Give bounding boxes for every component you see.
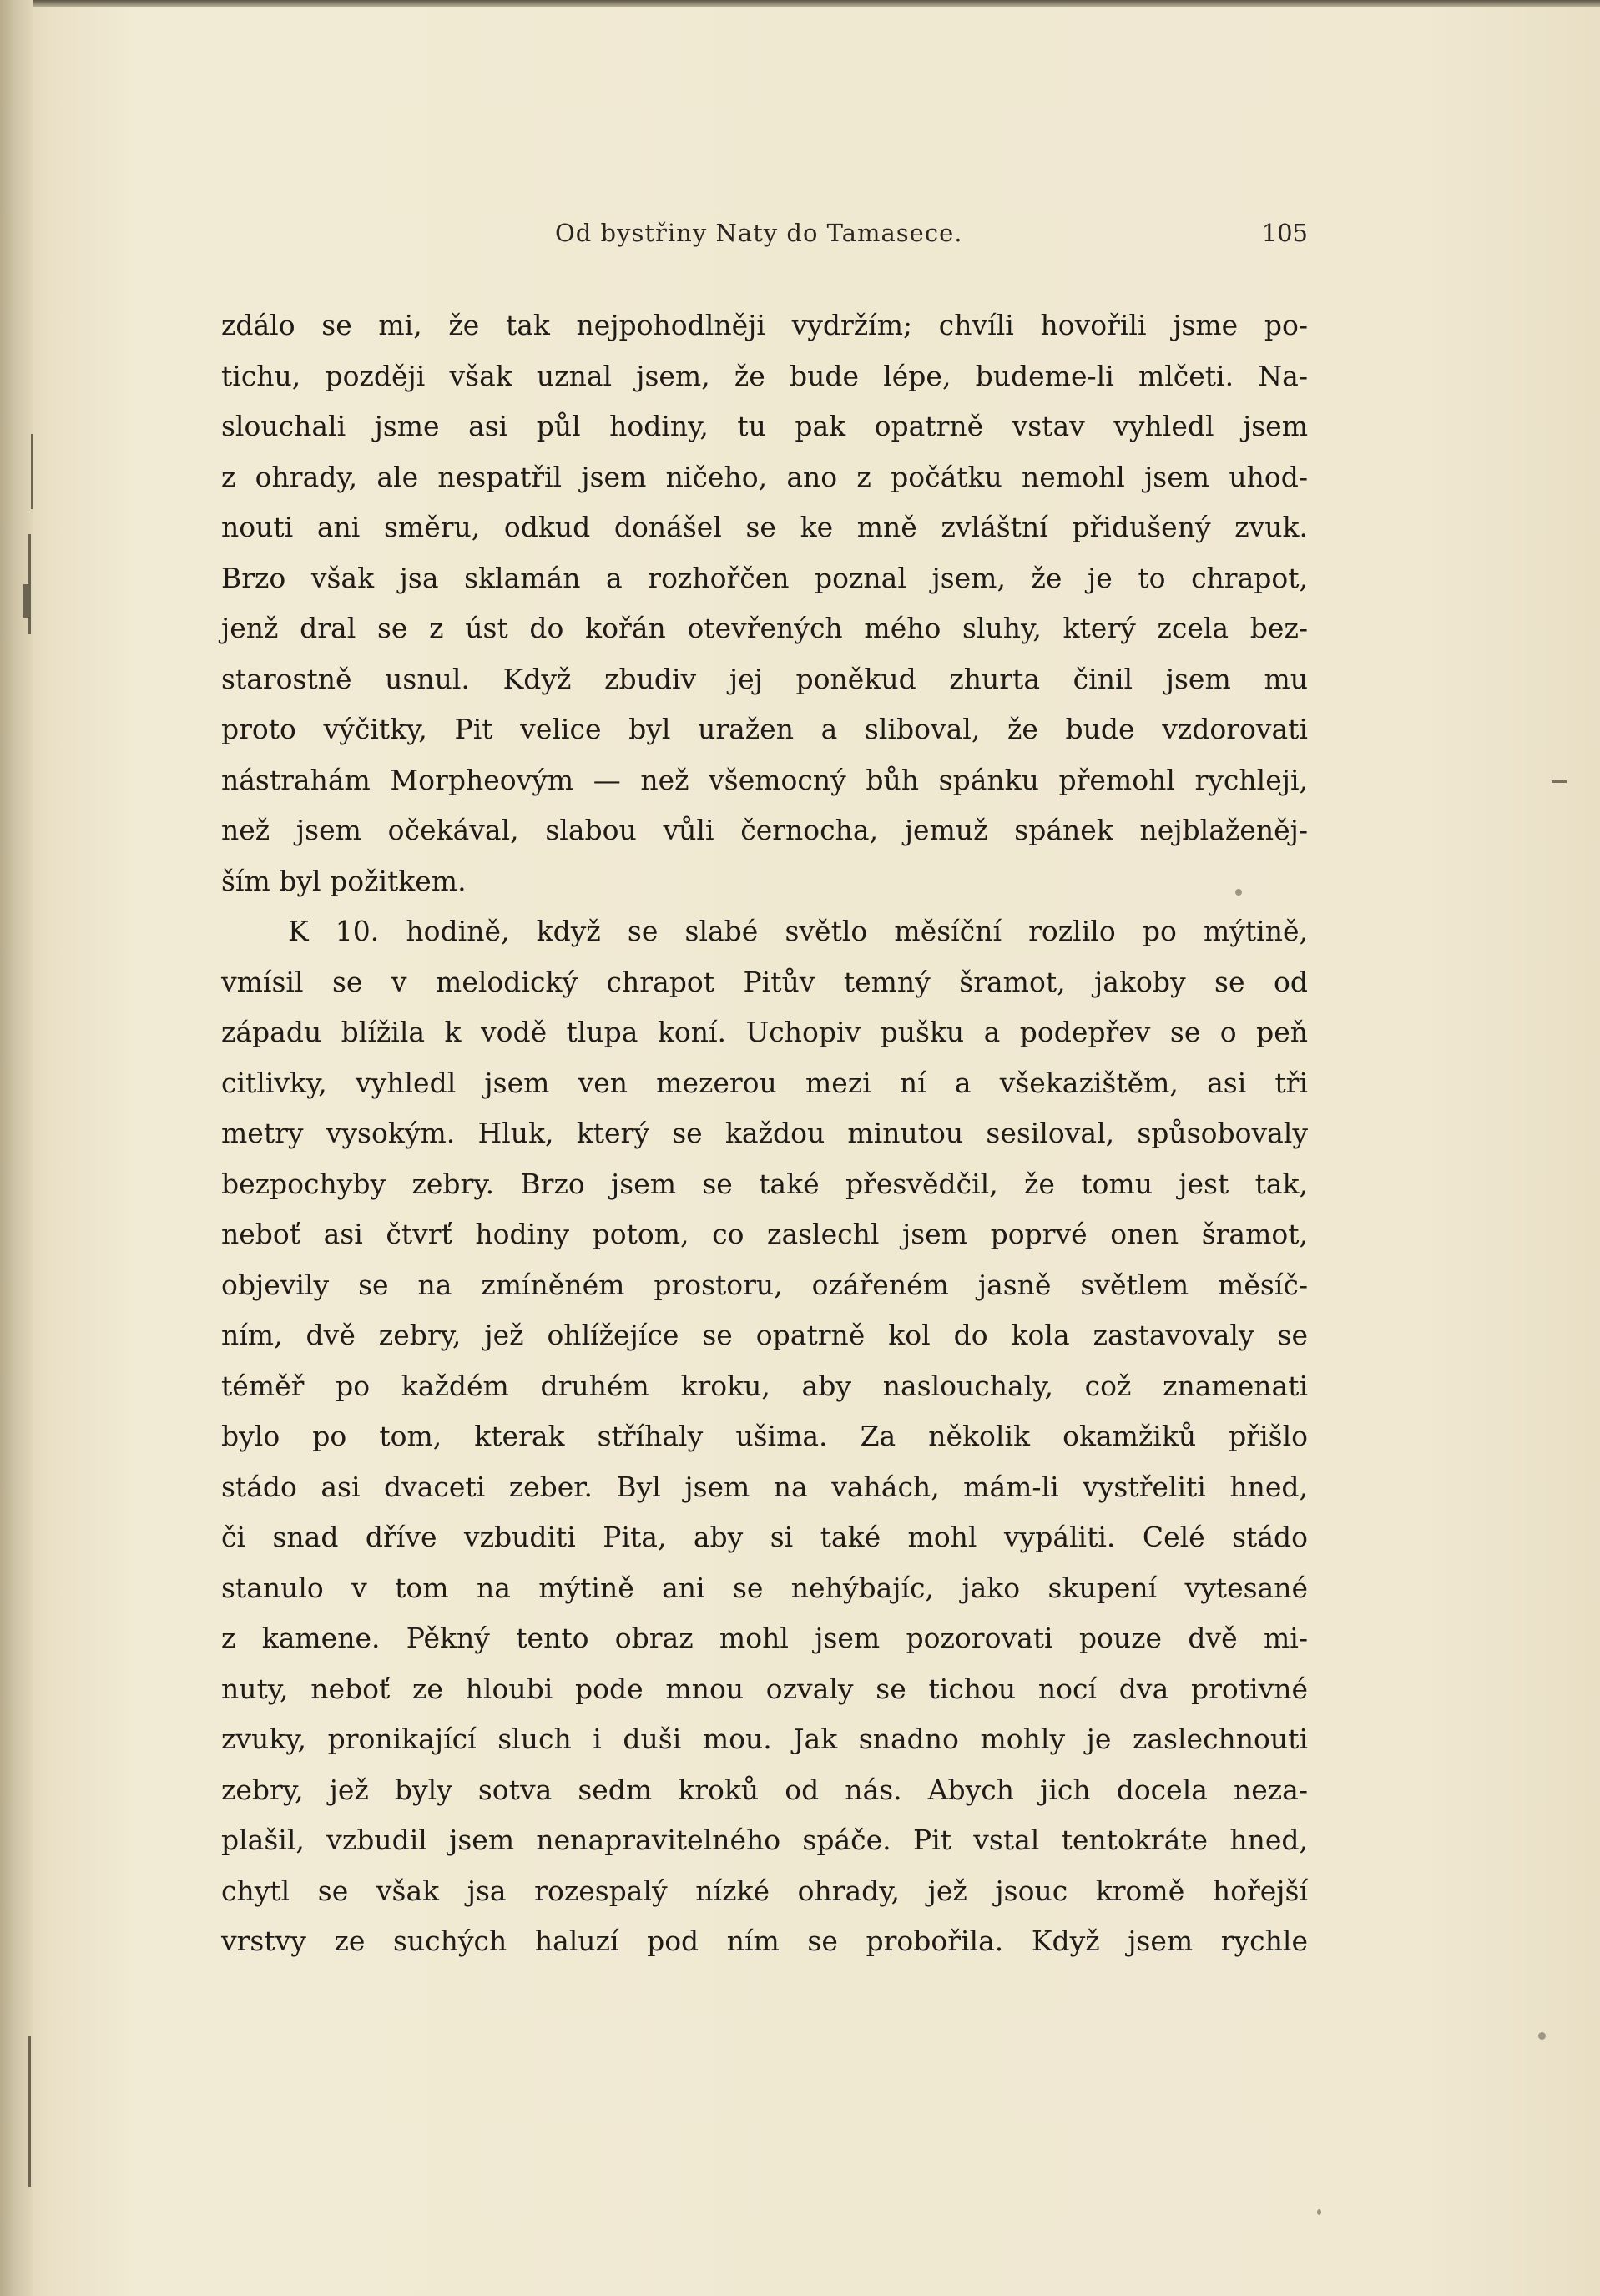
text-line: stádo asi dvaceti zeber. Byl jsem na vahách, mám-li vystřeliti hned,	[221, 1470, 1308, 1503]
paragraph	[221, 906, 1308, 1967]
binding-mark	[23, 584, 28, 618]
ink-speck	[1538, 2032, 1546, 2040]
text-line: zdálo se mi, že tak nejpohodlněji vydržím; chvíli hovořili jsme po-	[221, 309, 1308, 341]
margin-mark	[1552, 780, 1567, 783]
text-line: chytl se však jsa rozespalý nízké ohrady, jež jsouc kromě hořejší	[221, 1874, 1308, 1907]
text-line: nouti ani směru, odkud donášel se ke mně zvláštní přidušený zvuk.	[221, 511, 1308, 543]
text-line: K 10. hodině, když se slabé světlo měsíční rozlilo po mýtině,	[288, 915, 1308, 947]
text-line: proto výčitky, Pit velice byl uražen a sliboval, že bude vzdorovati	[221, 713, 1308, 745]
text-line: vrstvy ze suchých haluzí pod ním se probořila. Když jsem rychle	[221, 1925, 1308, 1957]
text-line: Brzo však jsa sklamán a rozhořčen poznal jsem, že je to chrapot,	[221, 561, 1308, 594]
ink-speck	[1317, 2209, 1321, 2215]
text-line: objevily se na zmíněném prostoru, ozářeném jasně světlem měsíč-	[221, 1268, 1308, 1301]
text-line: bylo po tom, kterak stříhaly ušima. Za několik okamžiků přišlo	[221, 1420, 1308, 1452]
text-line: než jsem očekával, slabou vůli černocha, jemuž spánek nejblaženěj-	[221, 814, 1308, 846]
paragraph	[221, 300, 1308, 906]
body-text	[221, 300, 1308, 1967]
page-number: 105	[1261, 219, 1308, 247]
text-line: či snad dříve vzbuditi Pita, aby si také mohl vypáliti. Celé stádo	[221, 1521, 1308, 1553]
text-line: citlivky, vyhledl jsem ven mezerou mezi ní a všekazištěm, asi tři	[221, 1066, 1308, 1099]
text-line: z ohrady, ale nespatřil jsem ničeho, ano z počátku nemohl jsem uhod-	[221, 460, 1308, 493]
running-header	[221, 219, 1308, 252]
book-binding	[0, 0, 33, 2296]
text-line: tichu, později však uznal jsem, že bude lépe, budeme-li mlčeti. Na-	[221, 359, 1308, 392]
text-line: zebry, jež byly sotva sedm kroků od nás. Abych jich docela neza-	[221, 1773, 1308, 1806]
text-line: metry vysokým. Hluk, který se každou minutou sesiloval, spůsobovaly	[221, 1117, 1308, 1149]
text-line: nástrahám Morpheovým — než všemocný bůh spánku přemohl rychleji,	[221, 763, 1308, 796]
binding-mark	[28, 534, 31, 634]
text-line: jenž dral se z úst do kořán otevřených mého sluhy, který zcela bez-	[221, 612, 1308, 644]
text-line: bezpochyby zebry. Brzo jsem se také přesvědčil, že tomu jest tak,	[221, 1167, 1308, 1200]
text-line: neboť asi čtvrť hodiny potom, co zaslechl jsem poprvé onen šramot,	[221, 1218, 1308, 1250]
text-line: zvuky, pronikající sluch i duši mou. Jak snadno mohly je zaslechnouti	[221, 1723, 1308, 1755]
text-line: vmísil se v melodický chrapot Pitův temný šramot, jakoby se od	[221, 965, 1308, 998]
text-line: ším byl požitkem.	[221, 864, 467, 897]
text-line: téměř po každém druhém kroku, aby naslouchaly, což znamenati	[221, 1369, 1308, 1402]
running-title: Od bystřiny Naty do Tamasece.	[555, 219, 963, 247]
text-line: stanulo v tom na mýtině ani se nehýbajíc, jako skupení vytesané	[221, 1571, 1308, 1604]
binding-mark	[31, 434, 33, 509]
text-line: ním, dvě zebry, jež ohlížejíce se opatrně kol do kola zastavovaly se	[221, 1319, 1308, 1351]
text-line: nuty, neboť ze hloubi pode mnou ozvaly se tichou nocí dva protivné	[221, 1672, 1308, 1705]
text-line: starostně usnul. Když zbudiv jej poněkud zhurta činil jsem mu	[221, 662, 1308, 695]
binding-mark	[28, 2036, 31, 2187]
text-line: slouchali jsme asi půl hodiny, tu pak opatrně vstav vyhledl jsem	[221, 410, 1308, 442]
text-line: plašil, vzbudil jsem nenapravitelného spáče. Pit vstal tentokráte hned,	[221, 1824, 1308, 1856]
text-line: z kamene. Pěkný tento obraz mohl jsem pozorovati pouze dvě mi-	[221, 1622, 1308, 1654]
text-line: západu blížila k vodě tlupa koní. Uchopiv pušku a podepřev se o peň	[221, 1016, 1308, 1048]
page-top-edge	[0, 0, 1600, 7]
